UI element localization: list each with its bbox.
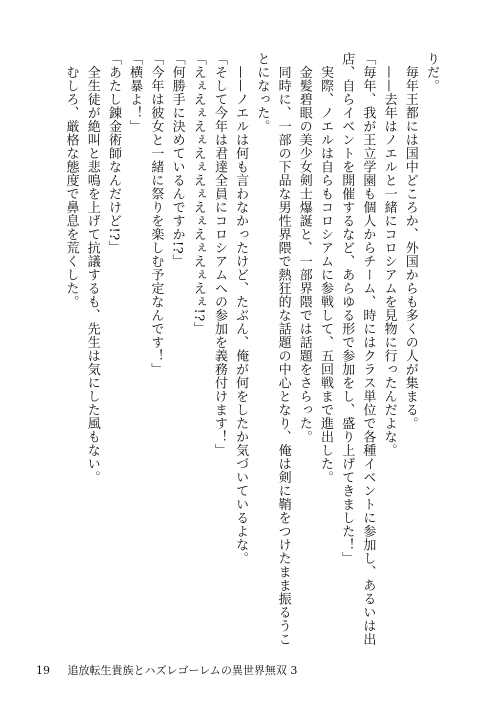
text-line: 金髪碧眼の美少女剣士爆誕と、一部界隈では話題をさらった。 xyxy=(296,52,312,444)
text-line: 「そして今年は君達全員にコロシアムへの参加を義務付けます！」 xyxy=(211,52,227,457)
text-line: 毎年王都には国中どころか、外国からも多くの人が集まる。 xyxy=(402,52,418,430)
text-line: むしろ、厳格な態度で鼻息を荒くした。 xyxy=(63,52,79,309)
text-line: ——ノエルは何も言わなかったけど、たぶん、俺が何をしたか気づいているよな。 xyxy=(233,52,249,565)
text-line: ——去年はノエルと一緒にコロシアムを見物に行ったんだよな。 xyxy=(381,52,397,457)
book-title: 追放転生貴族とハズレゴーレムの異世界無双 3 xyxy=(67,664,298,677)
text-line: 全生徒が絶叫と悲鳴を上げて抗議するも、先生は気にした風もない。 xyxy=(84,52,100,484)
text-line: 「あたし錬金術師なんだけど!?」 xyxy=(105,52,121,255)
text-line: 同時に、一部の下品な男性界隈で熱狂的な話題の中心となり、俺は剣に鞘をつけたまま振るうこ xyxy=(275,52,291,646)
body-text xyxy=(60,52,442,646)
text-line: 「横暴よ！」 xyxy=(127,52,143,133)
text-line: りだ。 xyxy=(424,52,439,93)
text-line: 「毎年、我が王立学園も個人からチーム、時にはクラス単位で各種イベントに参加し、あるいは出 xyxy=(360,52,376,646)
page-number: 19 xyxy=(36,664,50,677)
text-line: 店、自らイベントを開催するなど、あらゆる形で参加をし、盛り上げてきました！」 xyxy=(339,52,355,565)
text-line: 「えぇえぇえぇえぇえぇえぇえぇえぇえぇ!?」 xyxy=(190,52,206,336)
text-line: 「今年は彼女と一緒に祭りを楽しむ予定なんです！」 xyxy=(148,52,164,376)
text-line: 実際、ノエルは自らもコロシアムに参戦して、五回戦まで進出した。 xyxy=(317,52,333,484)
text-line: とになった。 xyxy=(254,52,270,133)
page-footer xyxy=(36,662,297,678)
text-line: 「何勝手に決めているんですか!?」 xyxy=(169,52,185,268)
